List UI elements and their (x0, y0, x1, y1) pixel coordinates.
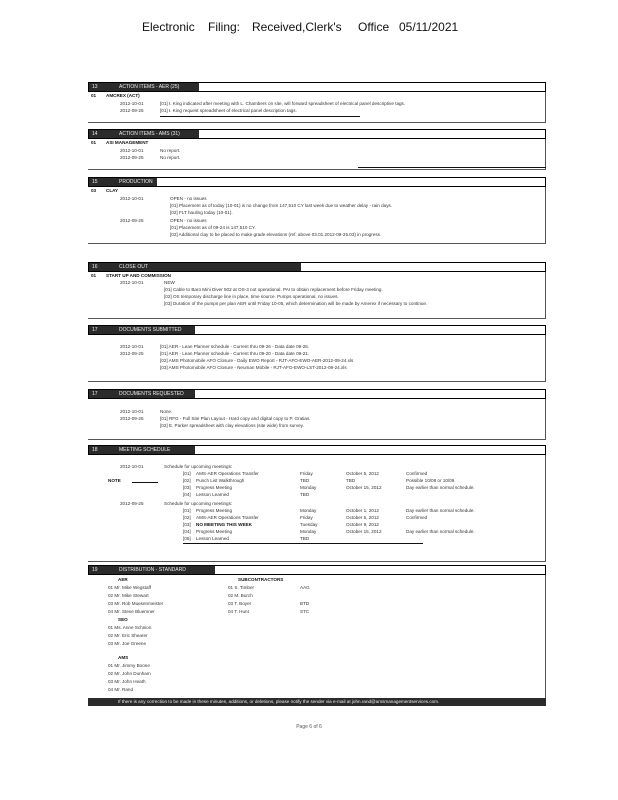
section-title: CLOSE OUT (119, 264, 148, 270)
entry-text: [02] AMS Photomobile AFO Closure - Daily EWO Report - RJT-AFO-EWO-AER-2012-09-24.xls (160, 358, 354, 363)
section-title: PRODUCTION (119, 179, 153, 185)
item-title: AMCREX (ACT) (106, 93, 140, 98)
meeting-date: October 5, 2012 (346, 471, 379, 476)
section-close-out (88, 262, 546, 319)
meeting-day: Tuesday (300, 522, 318, 527)
section-header (88, 445, 546, 455)
meeting-status: Possible 10/08 or 10/09. (406, 478, 456, 483)
item-number: 03 (91, 188, 97, 193)
entry-text: [02] FLT hauling today (10-01). (170, 210, 233, 215)
entry-date: 2012-09-25 (120, 351, 144, 356)
header-word-electronic: Electronic (142, 20, 195, 34)
section-number: 15 (92, 179, 98, 185)
section-header (88, 262, 546, 272)
section-header (88, 389, 546, 399)
distribution-name: 02 Mr. Eric Shearer (108, 633, 148, 638)
section-title: DISTRIBUTION - STANDARD (119, 567, 186, 573)
meeting-day: Friday (300, 471, 313, 476)
meeting-day: Monday (300, 529, 317, 534)
group-title-seo: SEO (118, 617, 128, 622)
meeting-name: Progress Meeting (196, 508, 233, 513)
section-action-items-ams (88, 129, 546, 170)
section-number: 19 (92, 567, 98, 573)
subcontractor-name: 02 M. Burch (228, 593, 253, 598)
subcontractor-org: BTD (300, 601, 310, 606)
section-action-items-aer (88, 82, 546, 123)
meeting-name: Progress Meeting (196, 485, 233, 490)
footer-note-bar (88, 698, 546, 706)
item-number: 01 (91, 273, 97, 278)
entry-text: [03] Duration of the pumps per plan AER until Friday 10-05, which determination will be made by Amerex if necessary to continue. (164, 301, 428, 306)
entry-date: 2012-10-01 (120, 464, 144, 469)
meeting-number: [04] (183, 492, 191, 497)
entry-text: [02] Additional clay to be placed to make grade elevations (ref. above 03.01.2012-09-25.03) in progress. (170, 232, 382, 237)
entry-text: No report. (160, 148, 181, 153)
subcontractor-org: STC (300, 609, 310, 614)
meeting-day: Friday (300, 515, 313, 520)
entry-text: [01] I. King request spreadsheet of electrical panel description tags. (160, 108, 297, 113)
header-word-received: Received,Clerk's (252, 20, 342, 34)
meeting-name: Punch List Walkthrough (196, 478, 245, 483)
entry-text: [03] AMS Photomobile AFO Closure - Neuman Mobile - RJT-AFO-EWO-LST-2012-09-24.xls (160, 365, 347, 370)
meeting-date: TBD (346, 478, 356, 483)
entry-date: 2012-09-25 (120, 501, 144, 506)
section-number: 16 (92, 264, 98, 270)
section-header (88, 177, 546, 187)
section-header (88, 82, 546, 92)
entry-date: 2012-09-25 (120, 108, 144, 113)
header-word-office: Office (358, 20, 390, 34)
meeting-name: Lesson Learned (196, 536, 229, 541)
entry-date: 2012-10-01 (120, 148, 144, 153)
section-number: 14 (92, 131, 98, 137)
distribution-name: 03 Mr. John Heath (108, 679, 146, 684)
meeting-name: Lesson Learned (196, 492, 229, 497)
item-number: 01 (91, 140, 97, 145)
meeting-status: Confirmed (406, 471, 428, 476)
item-title: CLAY (106, 188, 119, 193)
entry-text: OPEN - no issues (170, 218, 207, 223)
section-header (88, 325, 546, 335)
entry-text: [01] RFG - Full Site Plan Layout - Hard copy and digital copy to P. Gratias. (160, 416, 311, 421)
entry-date: 2012-09-25 (120, 155, 144, 160)
entry-date: 2012-10-01 (120, 196, 144, 201)
meeting-name: NO MEETING THIS WEEK (196, 522, 252, 527)
entry-text: [01] Placement as of today (10-01) is no change from 147,510 CY last week due to weather delay - rain days. (170, 203, 393, 208)
meeting-day: TBD (300, 536, 310, 541)
section-production (88, 177, 546, 244)
subcontractor-name: 04 T. Hunt (228, 609, 249, 614)
meeting-date: October 1, 2012 (346, 508, 379, 513)
meeting-name: AMS-AER Operations Transfer (196, 515, 259, 520)
section-number: 13 (92, 84, 98, 90)
distribution-name: 01 Ms. Anne Schnion (108, 625, 152, 630)
entry-date: 2012-10-01 (120, 101, 144, 106)
meeting-date: October 15, 2012 (346, 529, 382, 534)
entry-text: No report. (160, 155, 181, 160)
meeting-number: [02] (183, 515, 191, 520)
group-title-subcontractors: SUBCONTRACTORS (238, 577, 284, 582)
group-title-ams: AMS (118, 655, 129, 660)
meeting-name: AMS-AER Operations Transfer (196, 471, 259, 476)
entry-text: [02] E. Parker spreadsheet with clay elevations (site wide) from survey. (160, 423, 304, 428)
meeting-number: [05] (183, 536, 191, 541)
entry-text: [01] AER - Lean Planner schedule - Current thru 09-26 - Data date 09-26. (160, 344, 310, 349)
item-title: START UP AND COMMISSION (106, 273, 171, 278)
entry-text: [01] Cable to Baro Mini Diver 502 at OS-3 not operational. PAI to obtain replacement before Friday meeting. (164, 287, 383, 292)
meeting-day: TBD (300, 478, 310, 483)
entry-text: None. (160, 409, 173, 414)
meeting-status: Day earlier than normal schedule. (406, 485, 475, 490)
entry-date: 2012-10-01 (120, 409, 144, 414)
meeting-status: Day earlier than normal schedule. (406, 529, 475, 534)
distribution-name: 04 Mr. Rand (108, 687, 134, 692)
distribution-name: 03 Mr. Joe Greene (108, 641, 147, 646)
distribution-name: 02 Mr. John Dunham (108, 671, 151, 676)
distribution-name: 01 Mr. Jimmy Boone (108, 663, 150, 668)
footer-note: If there is any correction to be made in these minutes, additions, or deletions, please notify the sender via e-mail at john.rand@amsmanagementservices.com. (118, 699, 440, 704)
section-number: 18 (92, 447, 98, 453)
distribution-name: 03 Mr. Rob Muesenmeister (108, 601, 164, 606)
section-title: DOCUMENTS REQUESTED (119, 391, 184, 397)
meeting-number: [01] (183, 508, 191, 513)
section-documents-requested (88, 389, 546, 440)
subcontractor-name: 01 S. Timber (228, 585, 255, 590)
section-title: MEETING SCHEDULE (119, 447, 171, 453)
meeting-day: Monday (300, 508, 317, 513)
entry-text: [01] Placement as of 09-24 is 147,510 CY. (170, 225, 256, 230)
subcontractor-org: AAG (300, 585, 310, 590)
meeting-status: Confirmed (406, 515, 428, 520)
meeting-day: TBD (300, 492, 310, 497)
section-header (88, 565, 546, 575)
section-number: 17 (92, 327, 98, 333)
meeting-date: October 5, 2012 (346, 515, 379, 520)
distribution-name: 01 Mr. Mike Wegstaff (108, 585, 151, 590)
page-number: Page 6 of 6 (296, 724, 322, 730)
subcontractor-name: 03 T. Boyer (228, 601, 252, 606)
item-number: 01 (91, 93, 97, 98)
section-meeting-schedule (88, 445, 546, 562)
section-header (88, 129, 546, 139)
section-distribution (88, 565, 546, 700)
group-title-aer: AER (118, 577, 128, 582)
entry-date: 2012-10-01 (120, 280, 144, 285)
meeting-date: October 9, 2012 (346, 522, 379, 527)
item-title: ASI MANAGEMENT (106, 140, 149, 145)
meeting-number: [03] (183, 522, 191, 527)
entry-text: OPEN - no issues (170, 196, 207, 201)
distribution-name: 02 Mr. Mike Stewart (108, 593, 149, 598)
meeting-name: Progress Meeting (196, 529, 233, 534)
section-title: DOCUMENTS SUBMITTED (119, 327, 182, 333)
entry-date: 2012-10-01 (120, 344, 144, 349)
section-title: ACTION ITEMS - AMS (31) (119, 131, 180, 137)
meeting-date: October 15, 2012 (346, 485, 382, 490)
header-date: 05/11/2021 (399, 20, 459, 34)
section-title: ACTION ITEMS - AER (25) (119, 84, 180, 90)
meeting-number: [04] (183, 529, 191, 534)
entry-text: [01] I. King indicated after meeting with L. Chambers on site, will forward spreadsheet of electrical panel descriptive tags. (160, 101, 406, 106)
meeting-number: [01] (183, 471, 191, 476)
meeting-number: [02] (183, 478, 191, 483)
entry-date: 2012-09-25 (120, 218, 144, 223)
entry-date: 2012-09-25 (120, 416, 144, 421)
section-documents-submitted (88, 325, 546, 382)
meeting-number: [03] (183, 485, 191, 490)
meeting-status: Day earlier than normal schedule. (406, 508, 475, 513)
section-number: 17 (92, 391, 98, 397)
header-word-filing: Filing: (208, 20, 241, 34)
entry-text: [02] OS temporary discharge line in place, time source. Pumps operational, no issues. (164, 294, 339, 299)
entry-text: NEW (164, 280, 175, 285)
note-label: NOTE (108, 478, 121, 483)
distribution-name: 04 Mr. Steve Bluemner (108, 609, 155, 614)
schedule-heading: Schedule for upcoming meetings: (164, 464, 233, 469)
schedule-heading: Schedule for upcoming meetings: (164, 501, 233, 506)
meeting-day: Monday (300, 485, 317, 490)
entry-text: [01] AER - Lean Planner schedule - Current thru 09-20 - Data date 09-21. (160, 351, 310, 356)
